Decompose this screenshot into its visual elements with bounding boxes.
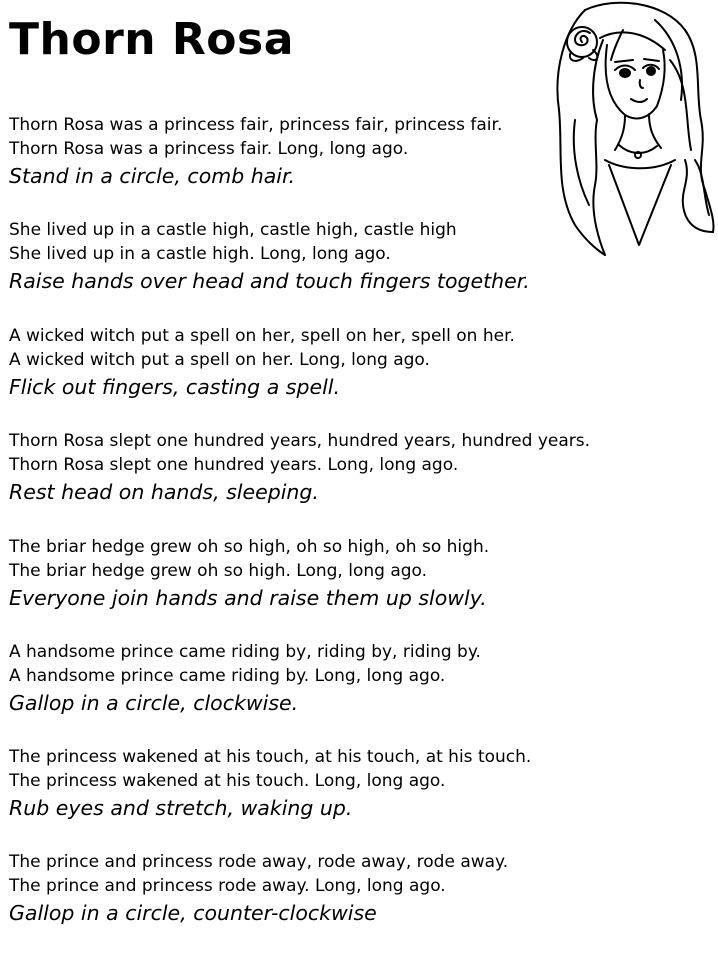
verse-line: The briar hedge grew oh so high, oh so high, oh so high. bbox=[9, 537, 490, 557]
verse-line: The briar hedge grew oh so high. Long, long ago. bbox=[9, 561, 428, 581]
verse-line: Thorn Rosa slept one hundred years. Long, long ago. bbox=[9, 455, 459, 475]
verse-line: She lived up in a castle high. Long, long ago. bbox=[9, 244, 391, 264]
verse-action: Everyone join hands and raise them up slowly. bbox=[9, 586, 487, 610]
verse-line: The princess wakened at his touch. Long, long ago. bbox=[9, 771, 446, 791]
page-title: Thorn Rosa bbox=[9, 14, 294, 65]
verse-line: A wicked witch put a spell on her. Long, long ago. bbox=[9, 350, 430, 370]
verse-line: Thorn Rosa slept one hundred years, hundred years, hundred years. bbox=[9, 431, 591, 451]
verse-line: The prince and princess rode away, rode away, rode away. bbox=[9, 852, 509, 872]
verse-line: A wicked witch put a spell on her, spell on her, spell on her. bbox=[9, 326, 515, 346]
verse-line: A handsome prince came riding by, riding by, riding by. bbox=[9, 642, 481, 662]
verse-6 bbox=[9, 640, 669, 717]
verse-4 bbox=[9, 429, 669, 506]
verse-5 bbox=[9, 535, 669, 612]
verse-2 bbox=[9, 218, 669, 295]
verse-1 bbox=[9, 113, 669, 190]
verse-8 bbox=[9, 850, 669, 927]
verse-action: Flick out fingers, casting a spell. bbox=[9, 375, 340, 399]
verse-line: Thorn Rosa was a princess fair. Long, long ago. bbox=[9, 139, 409, 159]
verse-action: Gallop in a circle, counter-clockwise bbox=[9, 901, 377, 925]
verse-3 bbox=[9, 324, 669, 401]
verse-action: Gallop in a circle, clockwise. bbox=[9, 691, 299, 715]
verse-action: Stand in a circle, comb hair. bbox=[9, 164, 296, 188]
verse-line: A handsome prince came riding by. Long, long ago. bbox=[9, 666, 446, 686]
verse-line: Thorn Rosa was a princess fair, princess fair, princess fair. bbox=[9, 115, 503, 135]
verse-7 bbox=[9, 745, 669, 822]
verse-line: She lived up in a castle high, castle high, castle high bbox=[9, 220, 457, 240]
verse-action: Raise hands over head and touch fingers together. bbox=[9, 269, 530, 293]
verse-line: The prince and princess rode away. Long, long ago. bbox=[9, 876, 446, 896]
verse-action: Rest head on hands, sleeping. bbox=[9, 480, 319, 504]
verse-line: The princess wakened at his touch, at his touch, at his touch. bbox=[9, 747, 532, 767]
verse-action: Rub eyes and stretch, waking up. bbox=[9, 796, 353, 820]
